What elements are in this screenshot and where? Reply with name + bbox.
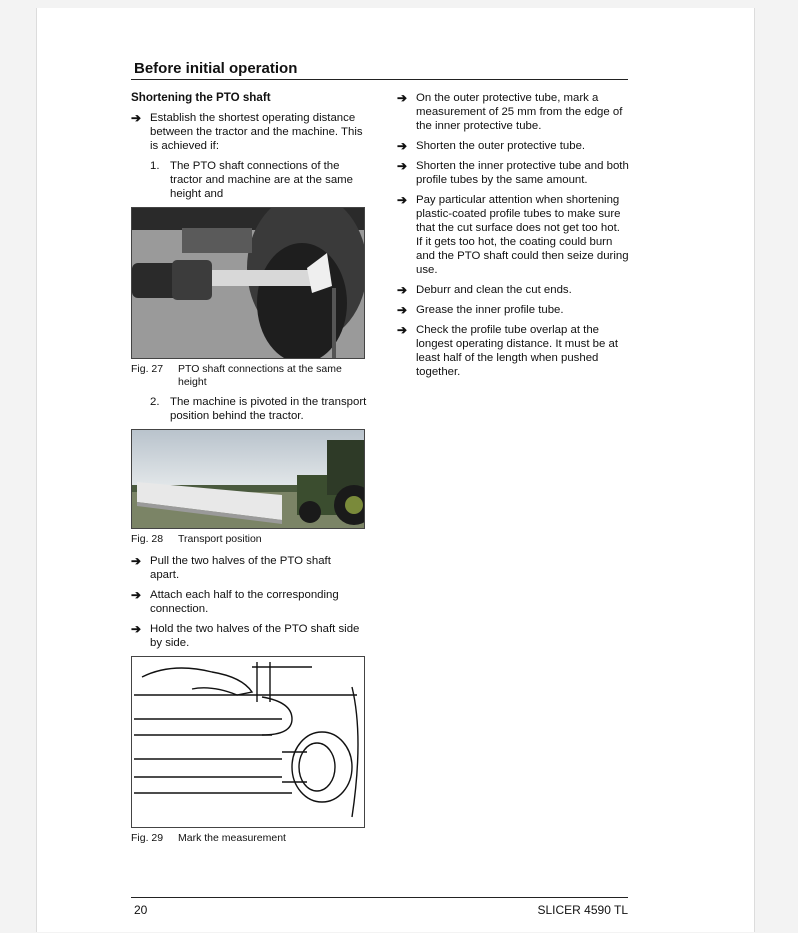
instruction-item [397, 303, 629, 317]
figure-caption-text: Mark the measurement [178, 832, 286, 844]
instruction-text: Pay particular attention when shortening plastic-coated profile tubes to make sure that the cut surface does not get too hot. If it gets too hot, the coating could burn and the PTO shaft could then seize during use. [416, 194, 629, 276]
figure-number: Fig. 29 [131, 832, 164, 844]
figure-number: Fig. 28 [131, 533, 164, 545]
instruction-text: Hold the two halves of the PTO shaft side by side. [150, 623, 360, 649]
instruction-item [131, 588, 365, 616]
figure-caption-text: Transport position [178, 533, 262, 545]
instruction-text: Shorten the inner protective tube and both profile tubes by the same amount. [416, 160, 629, 186]
arrow-icon: ➔ [131, 588, 142, 602]
instruction-text: Attach each half to the corresponding connection. [150, 589, 339, 615]
model-name: SLICER 4590 TL [537, 903, 628, 917]
arrow-icon: ➔ [397, 193, 408, 207]
item-number: 2. [150, 396, 160, 408]
footer-divider [131, 897, 628, 898]
transport-photo-illustration [132, 430, 364, 528]
arrow-icon: ➔ [397, 283, 408, 297]
section-heading: Shortening the PTO shaft [131, 91, 271, 104]
instruction-item [397, 323, 629, 379]
arrow-icon: ➔ [397, 323, 408, 337]
figure-mark-measurement [131, 656, 365, 828]
instruction-item [397, 91, 629, 133]
measurement-drawing [132, 657, 364, 827]
pto-photo-illustration [132, 208, 364, 358]
instruction-text: Check the profile tube overlap at the longest operating distance. It must be at least half of the length when pushed together. [416, 324, 618, 378]
figure-transport-position [131, 429, 365, 529]
instruction-item [397, 193, 629, 277]
instruction-item [131, 622, 360, 650]
instruction-item [397, 283, 629, 297]
title-divider [131, 79, 628, 80]
arrow-icon: ➔ [131, 111, 142, 125]
page-number: 20 [134, 903, 148, 917]
arrow-icon: ➔ [131, 622, 142, 636]
numbered-item [131, 159, 370, 201]
figure-caption [131, 832, 371, 845]
figure-number: Fig. 27 [131, 363, 164, 375]
item-number: 1. [150, 160, 160, 172]
figure-caption-text: PTO shaft connections at the same height [178, 363, 342, 388]
instruction-text: On the outer protective tube, mark a measurement of 25 mm from the edge of the inner protective tube. [416, 92, 623, 132]
figure-caption [131, 533, 371, 546]
instruction-text: Shorten the outer protective tube. [416, 140, 586, 152]
arrow-icon: ➔ [397, 139, 408, 153]
instruction-item [397, 159, 629, 187]
instruction-item [131, 554, 360, 582]
figure-caption [131, 363, 371, 389]
numbered-item [131, 395, 371, 423]
instruction-item [131, 111, 371, 153]
page-title: Before initial operation [134, 60, 298, 77]
arrow-icon: ➔ [397, 303, 408, 317]
arrow-icon: ➔ [397, 91, 408, 105]
left-column [131, 91, 371, 845]
arrow-icon: ➔ [397, 159, 408, 173]
figure-pto-connections [131, 207, 365, 359]
instruction-text: Deburr and clean the cut ends. [416, 284, 572, 296]
item-text: The machine is pivoted in the transport position behind the tractor. [170, 396, 367, 422]
right-column [397, 91, 629, 385]
instruction-item [397, 139, 629, 153]
viewer-top-strip [0, 0, 798, 8]
instruction-text: Establish the shortest operating distance between the tractor and the machine. This is achieved if: [150, 112, 363, 152]
item-text: The PTO shaft connections of the tractor and machine are at the same height and [170, 160, 353, 200]
instruction-text: Pull the two halves of the PTO shaft apart. [150, 555, 331, 581]
instruction-text: Grease the inner profile tube. [416, 304, 564, 316]
arrow-icon: ➔ [131, 554, 142, 568]
